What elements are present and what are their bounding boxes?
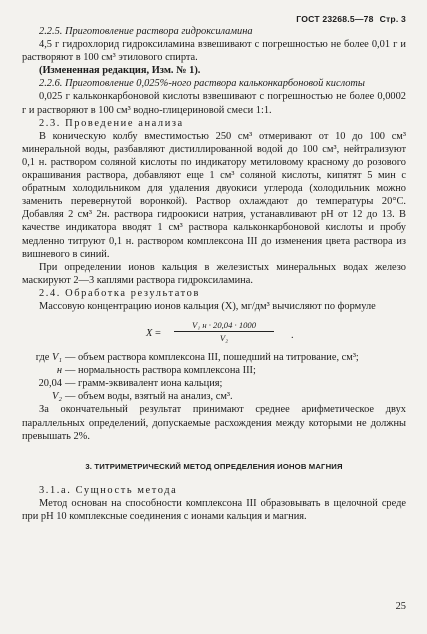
- legend-symbol: V₂: [52, 391, 62, 403]
- formula-numerator: V₁ н · 20,04 · 1000: [174, 319, 274, 332]
- formula-end: .: [291, 330, 294, 342]
- document-body: [22, 25, 406, 523]
- final-result-note: За окончательный результат принимают среднее арифметическое двух параллельных определений, допускаемые расхождения между которыми не должны превышать 2%.: [22, 404, 406, 442]
- legend-description: — объем раствора комплексона III, пошедший на титрование, см³;: [65, 352, 359, 364]
- section-2-3-title: 2.3. Проведение анализа: [39, 117, 184, 129]
- calcium-formula: [22, 315, 406, 351]
- formula-lhs: X =: [146, 328, 161, 340]
- section-3-1-text: Метод основан на способности комплексона III образовывать в щелочной среде при pH 10 комплексные соединения с ионами кальция и магния.: [22, 497, 406, 522]
- section-2-4-text: Массовую концентрацию ионов кальция (X), мг/дм³ вычисляют по формуле: [39, 300, 376, 312]
- section-2-2-5-text: 4,5 г гидрохлорид гидроксиламина взвешивают с погрешностью не более 0,01 г и растворяют в 100 см³ этилового спирта.: [22, 39, 406, 64]
- section-2-2-6-title: 2.2.6. Приготовление 0,025%-ного раствора кальконкарбоновой кислоты: [39, 78, 365, 90]
- section-2-3-text: В коническую колбу вместимостью 250 см³ отмеривают от 10 до 100 см³ минеральной воды, разбавляют дистиллированной водой до 100 см³, нейтрализуют 0,1 н. раствором соляной кислоты по индикатору метиловому красному до розового окрашивания раствора, добавляют еще 1 см³ соляной кислоты, кипятят 5 мин с обратным холодильником для удаления двуокиси углерода (холодильник можно заменить перевернутой воронкой). Раствор охлаждают до температуры 20°С. Добавляя 2 см³ 2н. раствора гидроокиси натрия, устанавливают pH от 12 до 13. В качестве индикатора вводят 1 см³ раствора кальконкарбоновой кислоты и пробу медленно титруют 0,1 н. раствором комплексона III до изменения цвета раствора из вишневого в синий.: [22, 130, 406, 260]
- gost-number: ГОСТ 23268.5—78: [296, 14, 374, 24]
- section-3-heading: 3. ТИТРИМЕТРИЧЕСКИЙ МЕТОД ОПРЕДЕЛЕНИЯ ИОНОВ МАГНИЯ: [85, 461, 343, 471]
- legend-symbol: н: [56, 365, 62, 377]
- section-2-4-title: 2.4. Обработка результатов: [39, 287, 200, 299]
- page-label: Стр. 3: [379, 14, 406, 24]
- iron-masking-note: При определении ионов кальция в железистых минеральных водах железо маскируют 2—3 каплями раствора гидроксиламина.: [22, 261, 406, 286]
- page-number: 25: [395, 600, 406, 612]
- legend-description: — нормальность раствора комплексона III;: [65, 365, 256, 377]
- edition-note: (Измененная редакция, Изм. № 1).: [39, 65, 201, 77]
- legend-symbol: 20,04: [38, 378, 62, 390]
- section-3-1-title: 3.1.а. Сущность метода: [39, 484, 178, 496]
- section-2-2-6-text: 0,025 г кальконкарбоновой кислоты взвешивают с погрешностью не более 0,0002 г и растворяют в 100 см³ водно-глицериновой смеси 1:1.: [22, 91, 406, 116]
- formula-legend: [22, 351, 406, 403]
- legend-description: — объем воды, взятый на анализ, см³.: [65, 391, 233, 403]
- legend-symbol: где V₁: [35, 352, 62, 364]
- formula-denominator: V₂: [219, 333, 229, 344]
- legend-description: — грамм-эквивалент иона кальция;: [65, 378, 223, 390]
- section-2-2-5-title: 2.2.5. Приготовление раствора гидроксиламина: [39, 26, 253, 37]
- formula-fraction: [174, 319, 274, 344]
